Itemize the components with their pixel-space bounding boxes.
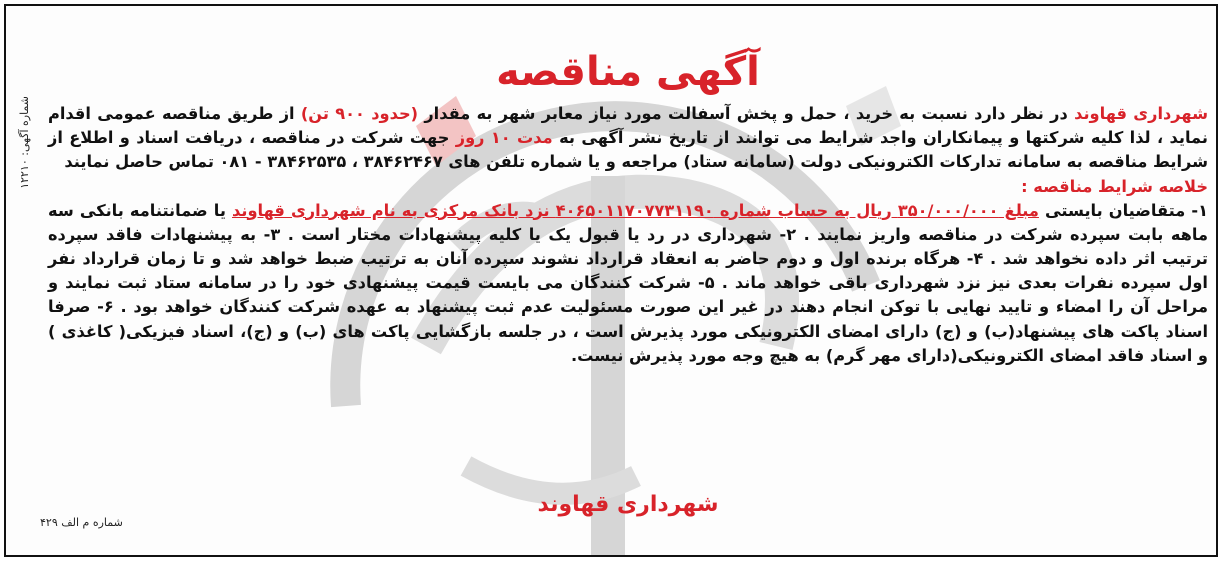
- signature: شهرداری قهاوند: [537, 492, 719, 517]
- intro-text-2: از طریق مناقصه عمومی اقدام نماید ، لذا کلیه شرکتها و پیمانکاران واجد شرایط می توانند از تاریخ نشر آگهی به: [48, 104, 1208, 148]
- notice-frame: [4, 4, 1218, 557]
- summary-heading: خلاصه شرایط مناقصه :: [1021, 176, 1208, 196]
- deadline-duration: مدت ۱۰ روز: [455, 128, 553, 148]
- notice-id-vertical: شماره آگهی: ۱۲۲۱۰: [18, 96, 31, 189]
- notice-content: [48, 6, 1208, 554]
- asphalt-amount: (حدود ۹۰۰ تن): [300, 104, 419, 123]
- intro-text-1: در نظر دارد نسبت به خرید ، حمل و پخش آسفالت مورد نیاز معابر شهر به مقدار: [418, 104, 1075, 123]
- org-name: شهرداری قهاوند: [1074, 104, 1208, 123]
- deposit-amount: مبلغ ۳۵۰/۰۰۰/۰۰۰ ریال به حساب شماره ۴۰۶۵۰۱۱۷۰۷۷۳۱۱۹۰ نزد بانک مرکزی به نام شهرداری قهاوند: [232, 200, 1039, 220]
- conditions-paragraph: [48, 199, 1208, 368]
- condition-1-start: ۱- متقاضیان بایستی: [1038, 200, 1208, 220]
- conditions-rest: یا ضمانتنامه بانکی سه ماهه بابت سپرده شرکت در مناقصه واریز نمایند . ۲- شهرداری در رد یا قبول یک یا کلیه پیشنهادات مختار است . ۳- به پیشنهادات فاقد سپرده ترتیب اثر داده نخواهد شد . ۴- هرگاه برنده اول و دوم حاضر به انعقاد قرارداد نشوند سپرده آنان به ترتیب ضبط خواهد شد و تا زمان قرارداد نفر اول سپرده نفرات بعدی نیز نزد شهرداری باقی خواهد ماند . ۵- شرکت کنندگان می بایست قیمت پیشنهادی خود را در سامانه ستاد ثبت نمایند و مراحل آن را امضاء و تایید نهایی با توکن انجام دهند در غیر این صورت مسئولیت عدم ثبت پیشنهاد به عهده شرکت کنندگان خواهد بود . ۶- صرفا اسناد پاکت های پیشنهاد(ب) و (ج) دارای امضای الکترونیکی مورد پذیرش است ، در جلسه بازگشایی پاکت های (ب) و (ج)، اسناد فیزیکی( کاغذی ) و اسناد فاقد امضای الکترونیکی(دارای مهر گرم) به هیچ وجه مورد پذیرش نیست.: [48, 200, 1208, 365]
- publication-number: شماره م الف ۴۲۹: [40, 516, 123, 529]
- intro-paragraph: [48, 102, 1208, 175]
- intro-text-3: جهت شرکت در مناقصه ، دریافت اسناد و اطلاع از شرایط مناقصه به سامانه تدارکات الکترونیکی دولت (سامانه ستاد) مراجعه و یا شماره تلفن های ۳۸۴۶۲۴۶۷ ، ۳۸۴۶۲۵۳۵ - ۰۸۱ تماس حاصل نمایند: [48, 128, 1208, 172]
- notice-title: آگهی مناقصه: [496, 49, 760, 95]
